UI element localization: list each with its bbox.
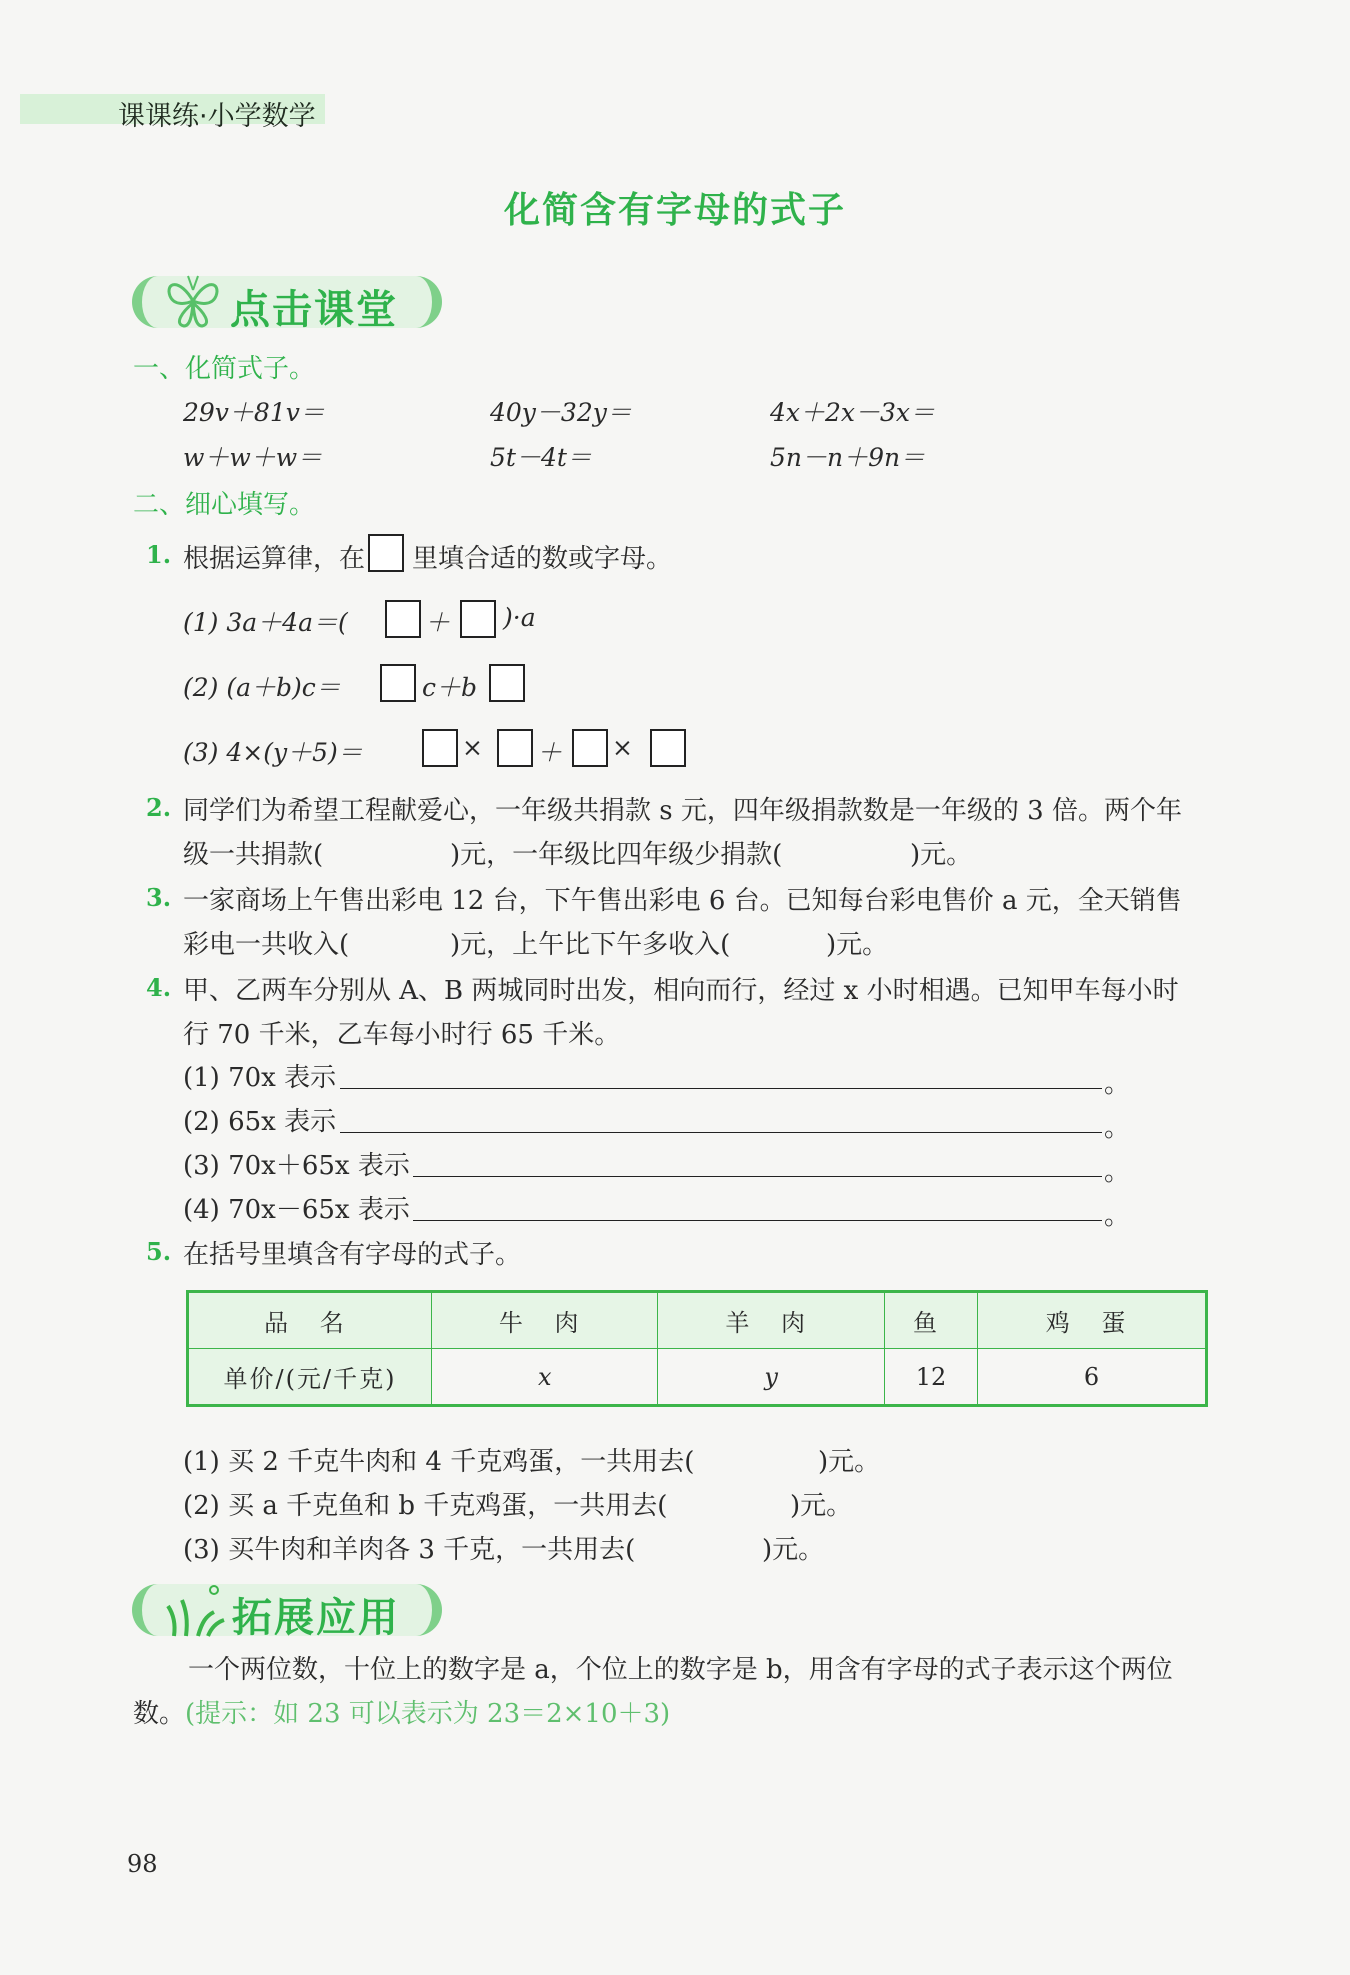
expression-1: 29v＋81v＝: [183, 398, 325, 427]
item4-sub2: (2) 65x 表示: [183, 1107, 337, 1137]
item4-sub1: (1) 70x 表示: [183, 1063, 337, 1093]
item-number-2: 2.: [146, 793, 172, 822]
expression-6: 5n－n＋9n＝: [770, 443, 926, 472]
answer-box[interactable]: [489, 664, 525, 702]
table-header-cell: 品 名: [188, 1292, 432, 1349]
item1-part1-lead: (1) 3a＋4a＝(: [183, 608, 348, 637]
item5-sub2-b: )元。: [790, 1491, 853, 1521]
answer-line[interactable]: [340, 1088, 1102, 1089]
expression-4: w＋w＋w＝: [183, 443, 323, 472]
item5-sub2-a: (2) 买 a 千克鱼和 b 千克鸡蛋，一共用去(: [183, 1491, 668, 1521]
item-number-3: 3.: [146, 883, 172, 912]
book-header: 课课练·小学数学: [118, 101, 316, 132]
item1-text-a: 根据运算律，在: [183, 544, 366, 574]
item1-part3-plus: ＋: [537, 738, 563, 767]
section-title-extension: 拓展应用: [232, 1595, 400, 1641]
item5-sub3-b: )元。: [762, 1535, 825, 1565]
answer-line[interactable]: [413, 1220, 1102, 1221]
item-number-1: 1.: [146, 540, 172, 569]
expression-2: 40y－32y＝: [490, 398, 632, 427]
item2-line2b: )元，一年级比四年级少捐款(: [450, 840, 783, 870]
item4-sub4-end: 。: [1104, 1201, 1131, 1231]
item5-sub1-a: (1) 买 2 千克牛肉和 4 千克鸡蛋，一共用去(: [183, 1447, 695, 1477]
item1-part3-times2: ×: [612, 733, 633, 762]
answer-box[interactable]: [380, 664, 416, 702]
question-heading-simplify: 一、化简式子。: [133, 354, 316, 384]
table-row-label: 单价/(元/千克): [188, 1349, 432, 1406]
item3-line2b: )元，上午比下午多收入(: [450, 930, 731, 960]
item4-sub3: (3) 70x＋65x 表示: [183, 1151, 410, 1181]
expression-5: 5t－4t＝: [490, 443, 592, 472]
item1-part3-times1: ×: [462, 733, 483, 762]
item3-line1: 一家商场上午售出彩电 12 台，下午售出彩电 6 台。已知每台彩电售价 a 元，全天销售: [183, 886, 1182, 916]
answer-line[interactable]: [340, 1132, 1102, 1133]
answer-box[interactable]: [460, 600, 496, 638]
item4-sub1-end: 。: [1104, 1069, 1131, 1099]
item4-sub4: (4) 70x－65x 表示: [183, 1195, 410, 1225]
item2-line2c: )元。: [910, 840, 973, 870]
answer-box[interactable]: [385, 600, 421, 638]
item4-line1: 甲、乙两车分别从 A、B 两城同时出发，相向而行，经过 x 小时相遇。已知甲车每小时: [183, 976, 1179, 1006]
table-header-cell: 牛 肉: [432, 1292, 658, 1349]
table-cell: 12: [884, 1349, 977, 1406]
extension-line1: 一个两位数，十位上的数字是 a，个位上的数字是 b，用含有字母的式子表示这个两位: [188, 1655, 1173, 1685]
butterfly-icon: [160, 268, 226, 334]
item5-sub1-b: )元。: [818, 1447, 881, 1477]
item1-part3-lead: (3) 4×(y＋5)＝: [183, 738, 363, 767]
item4-line2: 行 70 千米，乙车每小时行 65 千米。: [183, 1020, 621, 1050]
item3-line2c: )元。: [826, 930, 889, 960]
page-title: 化简含有字母的式子: [503, 190, 846, 231]
table-header-cell: 鱼: [884, 1292, 977, 1349]
answer-box[interactable]: [368, 534, 404, 572]
answer-box[interactable]: [650, 729, 686, 767]
table-cell: x: [432, 1349, 658, 1406]
item1-part2-mid: c＋b: [422, 673, 478, 702]
question-heading-fill: 二、细心填写。: [133, 490, 316, 520]
table-cell: y: [658, 1349, 884, 1406]
item1-part2-lead: (2) (a＋b)c＝: [183, 673, 341, 702]
item-number-4: 4.: [146, 973, 172, 1002]
item1-part1-plus: ＋: [425, 608, 451, 637]
item3-line2a: 彩电一共收入(: [183, 930, 350, 960]
answer-box[interactable]: [572, 729, 608, 767]
item1-text-b: 里填合适的数或字母。: [412, 544, 673, 574]
item5-text: 在括号里填含有字母的式子。: [183, 1240, 522, 1270]
table-cell: 6: [978, 1349, 1207, 1406]
extension-line2: 数。: [133, 1699, 186, 1729]
table-header-row: [188, 1292, 1207, 1349]
item-number-5: 5.: [146, 1237, 172, 1266]
item2-line2a: 级一共捐款(: [183, 840, 324, 870]
item4-sub2-end: 。: [1104, 1113, 1131, 1143]
page-number: 98: [127, 1850, 158, 1878]
price-table: [186, 1290, 1208, 1407]
item2-line1: 同学们为希望工程献爱心，一年级共捐款 s 元，四年级捐款数是一年级的 3 倍。两个年: [183, 796, 1182, 826]
grass-icon: [162, 1578, 228, 1644]
answer-line[interactable]: [413, 1176, 1102, 1177]
expression-3: 4x＋2x－3x＝: [770, 398, 936, 427]
table-header-cell: 鸡 蛋: [978, 1292, 1207, 1349]
section-title-classroom: 点击课堂: [230, 287, 398, 333]
item4-sub3-end: 。: [1104, 1157, 1131, 1187]
table-header-cell: 羊 肉: [658, 1292, 884, 1349]
answer-box[interactable]: [497, 729, 533, 767]
extension-hint: (提示：如 23 可以表示为 23＝2×10＋3): [185, 1699, 671, 1729]
item5-sub3-a: (3) 买牛肉和羊肉各 3 千克，一共用去(: [183, 1535, 636, 1565]
table-row: [188, 1349, 1207, 1406]
answer-box[interactable]: [422, 729, 458, 767]
item1-part1-tail: )·a: [503, 603, 536, 632]
